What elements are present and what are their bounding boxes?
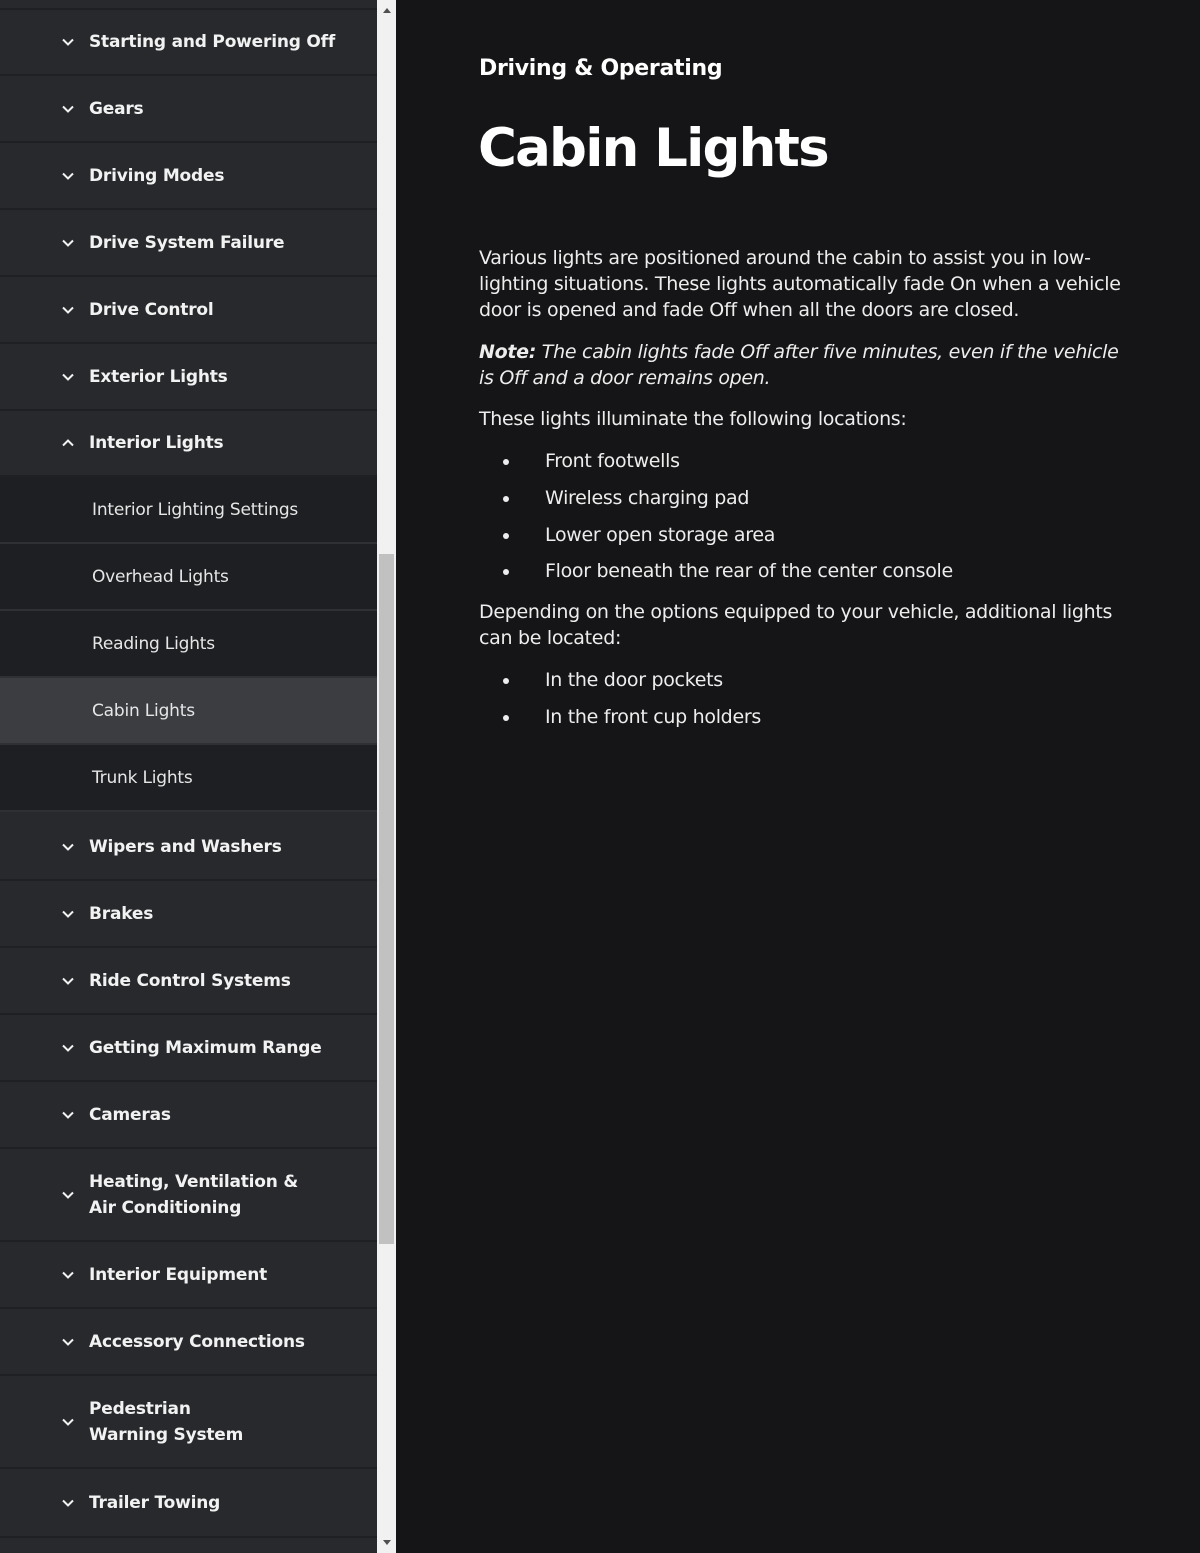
nav-item-wipers-and-washers[interactable] <box>0 814 377 881</box>
chevron-down-icon <box>60 101 76 117</box>
nav-item-getting-maximum-range[interactable] <box>0 1015 377 1082</box>
list-item-text: In the front cup holders <box>545 706 761 728</box>
sub-item-overhead-lights[interactable] <box>0 544 377 611</box>
nav-item-label: Gears <box>89 98 144 119</box>
nav-item-label: Starting and Powering Off <box>89 32 336 52</box>
chevron-down-icon <box>60 1334 76 1350</box>
nav-item-drive-system-failure[interactable] <box>0 210 377 277</box>
nav-item-brakes[interactable] <box>0 881 377 948</box>
list-item <box>479 522 1129 548</box>
nav-item-pedestrian-warning-system[interactable] <box>0 1376 377 1469</box>
sub-item-interior-lighting-settings[interactable] <box>0 477 377 544</box>
nav-item-label: Drive Control <box>89 299 214 320</box>
chevron-down-icon <box>60 906 76 922</box>
chevron-down-icon <box>60 235 76 251</box>
chevron-down-icon <box>60 1187 76 1203</box>
list-item-text: Lower open storage area <box>545 524 776 546</box>
sub-item-label: Trunk Lights <box>92 767 193 788</box>
chevron-down-icon <box>60 839 76 855</box>
nav-item-trailer-towing[interactable] <box>0 1469 377 1538</box>
sub-item-label: Interior Lighting Settings <box>92 499 299 520</box>
bullet-icon <box>503 678 509 684</box>
list-item-text: Front footwells <box>545 450 680 472</box>
list-item <box>479 558 1129 584</box>
bullet-icon <box>503 715 509 721</box>
main-content <box>396 0 1200 1553</box>
chevron-down-icon <box>60 168 76 184</box>
list-item-text: In the door pockets <box>545 669 723 691</box>
bullet-icon <box>503 496 509 502</box>
list-item <box>479 485 1129 511</box>
section-title: Driving & Operating <box>479 56 723 81</box>
nav-item-driving-modes[interactable] <box>0 143 377 210</box>
sub-item-cabin-lights[interactable] <box>0 678 377 745</box>
nav-item-cameras[interactable] <box>0 1082 377 1149</box>
nav-item-interior-lights[interactable] <box>0 411 377 477</box>
nav-item-label: Heating, Ventilation & Air Conditioning <box>89 1171 299 1218</box>
sub-item-label: Overhead Lights <box>92 566 229 587</box>
nav-item-label: Brakes <box>89 903 154 924</box>
sub-item-trunk-lights[interactable] <box>0 745 377 812</box>
list-item <box>479 667 1129 693</box>
chevron-down-icon <box>60 302 76 318</box>
list-item <box>479 448 1129 474</box>
locations-intro: These lights illuminate the following locations: <box>479 408 907 430</box>
nav-item-gears[interactable] <box>0 76 377 143</box>
bullet-icon <box>503 569 509 575</box>
bullet-icon <box>503 459 509 465</box>
chevron-down-icon <box>60 1040 76 1056</box>
nav-item-label: Ride Control Systems <box>89 970 291 991</box>
page-title: Cabin Lights <box>478 118 828 179</box>
bullet-icon <box>503 533 509 539</box>
nav-item-label: Pedestrian Warning System <box>89 1398 244 1445</box>
nav-item-label: Cameras <box>89 1104 171 1125</box>
nav-item-label: Driving Modes <box>89 165 225 186</box>
nav-item-label: Exterior Lights <box>89 366 228 387</box>
chevron-down-icon <box>60 1414 76 1430</box>
scroll-down-arrow-icon[interactable] <box>377 1534 396 1551</box>
nav-item-exterior-lights[interactable] <box>0 344 377 411</box>
nav-item-ride-control-systems[interactable] <box>0 948 377 1015</box>
nav-item-label: Accessory Connections <box>89 1331 305 1352</box>
list-item <box>479 704 1129 730</box>
nav-item-label: Getting Maximum Range <box>89 1037 322 1058</box>
nav-item-label: Interior Equipment <box>89 1264 268 1285</box>
chevron-down-icon <box>60 1107 76 1123</box>
nav-item-partial <box>0 1538 377 1553</box>
note-paragraph <box>479 339 1129 391</box>
nav-item-label: Interior Lights <box>89 433 224 453</box>
scroll-up-arrow-icon[interactable] <box>377 2 396 19</box>
note-text: The cabin lights fade Off after five minutes, even if the vehicle is Off and a door remains open. <box>479 341 1119 389</box>
chevron-down-icon <box>60 34 76 50</box>
chevron-up-icon <box>60 435 76 451</box>
scrollbar-thumb[interactable] <box>379 554 394 1244</box>
list-item-text: Wireless charging pad <box>545 487 750 509</box>
nav-item-label: Drive System Failure <box>89 232 285 253</box>
list-item-text: Floor beneath the rear of the center console <box>545 560 953 582</box>
chevron-down-icon <box>60 369 76 385</box>
sidebar-scrollbar[interactable] <box>377 0 396 1553</box>
nav-item-label: Trailer Towing <box>89 1492 221 1513</box>
sub-item-reading-lights[interactable] <box>0 611 377 678</box>
chevron-down-icon <box>60 1495 76 1511</box>
note-label: Note: <box>479 341 537 363</box>
nav-item-label: Wipers and Washers <box>89 836 282 857</box>
nav-item-heating-ventilation-air-conditioning[interactable] <box>0 1149 377 1242</box>
nav-item-drive-control[interactable] <box>0 277 377 344</box>
chevron-down-icon <box>60 1267 76 1283</box>
nav-item-interior-equipment[interactable] <box>0 1242 377 1309</box>
additional-intro: Depending on the options equipped to your vehicle, additional lights can be located: <box>479 601 1113 649</box>
intro-paragraph: Various lights are positioned around the cabin to assist you in low-lighting situations. These lights automatically fade On when a vehicle door is opened and fade Off when all the doors are closed. <box>479 247 1121 321</box>
nav-item-accessory-connections[interactable] <box>0 1309 377 1376</box>
nav-item-starting-and-powering-off[interactable] <box>0 8 377 76</box>
sidebar-nav <box>0 0 377 1553</box>
sub-item-label: Cabin Lights <box>92 700 195 721</box>
sub-item-label: Reading Lights <box>92 633 215 654</box>
chevron-down-icon <box>60 973 76 989</box>
